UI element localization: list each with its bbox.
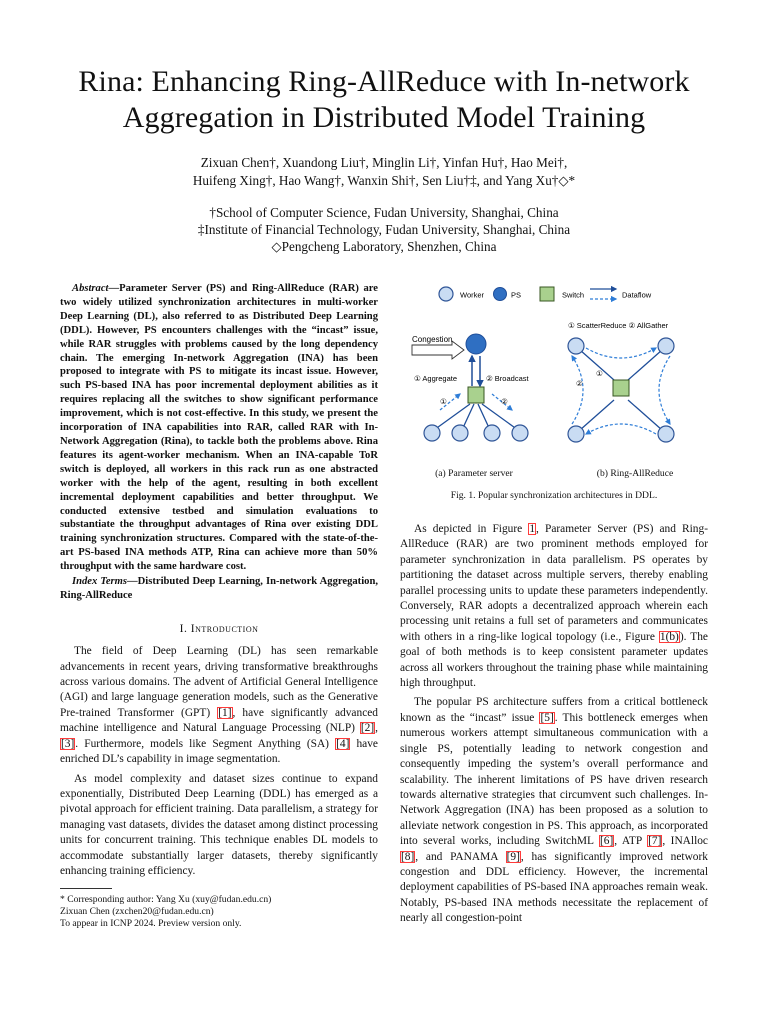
text-run: The popular PS architecture suffers from a critical bottleneck known as the “incast” issue — [400, 696, 708, 724]
section-number: I. — [179, 621, 188, 635]
abstract-text: —Parameter Server (PS) and Ring-AllReduce (RAR) are two widely utilized synchronization architectures in multi-worker Deep Learning (DL), also referred to as Distributed Deep Learning (DDL). However, PS encounters challenges with the “incast” issue, while RAR struggles with problems caused by the long dependency chain. The emerging In-network Aggregation (INA) has been proposed to integrate with PS to mitigate its incast issue. However, such PS-based INA has poor incremental deployment abilities as it requires replacing all the switches to show significant performance improvement, which is not cost-effective. In this study, we present the incorporation of INA capabilities into RAR, called RAR with In-Network Aggregation (Rina), to tackle both the problems above. Rina features its agent-worker mechanism. When an INA-capable ToR switch is deployed, all workers in this rack run as one abstracted worker with the help of the agent, resulting in both excellent incremental deployment capabilities and better throughput. We conducted extensive testbed and simulation evaluations to substantiate the throughput advantages of Rina over existing DDL training synchronization structures. Compared with the state-of-the-art PS-based INA methods ATP, Rina can achieve more than 50% throughput with the same hardware cost. — [60, 283, 378, 573]
text-run: , — [375, 722, 378, 735]
ring-switch-node — [613, 380, 629, 396]
step-2-label-a: ② — [501, 397, 508, 406]
phase-labels: ① ScatterReduce ② AllGather — [568, 321, 669, 330]
intro-paragraph-2: As model complexity and dataset sizes continue to expand exponentially, Distributed Deep Learning (DDL) has emerged as a pivotal approach for efficient training. Data parallelism, a strategy for managing vast datasets, divides the dataset among distinct processing units for concurrent training. This technique enables DL models to accommodate substantially larger datasets, thereby significantly enhancing training efficiency. — [60, 772, 378, 877]
ring-worker-node — [568, 426, 584, 442]
legend-ps-label: PS — [511, 290, 522, 300]
index-terms-paragraph — [60, 575, 378, 603]
ring-flow-right — [659, 356, 670, 424]
citation-link-7[interactable]: [7] — [648, 835, 662, 848]
text-run: , have significantly advanced machine intelligence and Natural Language Processing (NLP) — [60, 706, 378, 735]
legend-worker-icon — [439, 287, 453, 301]
text-run: As depicted in Figure — [414, 523, 529, 535]
worker-node — [484, 425, 500, 441]
affiliation-2: ‡Institute of Financial Technology, Fudan University, Shanghai, China — [197, 222, 571, 237]
text-run: , Parameter Server (PS) and Ring-AllReduce (RAR) are two prominent methods employed for parameter synchronization in data parallelism. PS operates by partitioning the dataset across multiple servers, thereby enabling parallel processing units to update these parameters independently. Conversely, RAR adopts a decentralized approach wherein each processing unit retains a full set of parameters and communicates with others in a ring-like logical topology (i.e., Figure — [400, 523, 708, 643]
author-line-1: Zixuan Chen†, Xuandong Liu†, Minglin Li†, Yinfan Hu†, Hao Mei†, — [200, 155, 568, 170]
paper-title — [0, 64, 768, 136]
citation-link-9[interactable]: [9] — [506, 850, 520, 863]
footnote-line-3: To appear in ICNP 2024. Preview version only. — [60, 918, 242, 929]
citation-link-1[interactable]: [1] — [218, 706, 232, 719]
text-run: , ATP — [614, 835, 648, 848]
footnote-rule — [60, 888, 112, 889]
section-title: Introduction — [190, 621, 259, 635]
figure-legend — [439, 287, 652, 301]
ring-link-bottom-left — [580, 400, 614, 430]
text-run: The field of Deep Learning (DL) has seen remarkable advancements in recent years, driving transformative breakthroughs across various domains. The advent of Artificial General Intelligence (AGI) and large language generation models, such as the Generative Pre-trained Transformer (GPT) — [60, 645, 378, 719]
legend-worker-label: Worker — [460, 290, 485, 300]
figure-1a-parameter-server — [412, 334, 529, 441]
text-run: , INAlloc — [662, 835, 708, 848]
text-run: . This bottleneck emerges when numerous workers attempt simultaneous communication with a single PS, potentially leading to network congestion and consequently impeding the system’s overall performance and scalability. The inherent limitations of PS have driven research towards alternative strategies that circumvent such challenges. In-Network Aggregation (INA) has been proposed as a solution to alleviate network congestion in PS. This approach, as incorporated into several works, including SwitchML — [400, 711, 708, 848]
ring-worker-node — [658, 338, 674, 354]
legend-dataflow-label: Dataflow — [622, 290, 652, 300]
affiliation-list — [0, 204, 768, 255]
text-run: . Furthermore, models like Segment Anything (SA) — [75, 737, 336, 750]
ring-link-bottom-right — [628, 400, 662, 430]
footnote — [60, 894, 378, 930]
step-1-label-a: ① — [440, 397, 447, 406]
paper-title-line-1: Rina: Enhancing Ring-AllReduce with In-network — [78, 65, 690, 98]
citation-link-4[interactable]: [4] — [336, 737, 350, 750]
ring-flow-bottom — [586, 424, 656, 434]
ring-flow-top — [586, 348, 656, 358]
step-2-label-b: ② — [576, 379, 583, 388]
text-run: , has significantly improved network congestion and DDL efficiency. However, the incremental deployment capabilities of PS-based INA approaches remain weak. Notably, PS-based INA methods necessitate the replacement of nearly all congestion-point — [400, 850, 708, 925]
ring-worker-node — [658, 426, 674, 442]
subfigure-a-caption: (a) Parameter server — [435, 468, 513, 479]
section-heading-introduction — [60, 621, 378, 636]
abstract-label: Abstract — [72, 283, 109, 294]
switch-node — [468, 387, 484, 403]
affiliation-3: ◇Pengcheng Laboratory, Shenzhen, China — [271, 239, 497, 254]
right-paragraph-2 — [400, 695, 708, 926]
congestion-label: Congestion — [412, 335, 453, 344]
abstract-paragraph — [60, 282, 378, 574]
step-1-label-b: ① — [596, 369, 603, 378]
ring-flow-left — [572, 356, 583, 424]
ring-link-top-right — [628, 350, 662, 380]
figure-1b-ring-allreduce — [568, 321, 674, 442]
paper-title-line-2: Aggregation in Distributed Model Training — [122, 101, 646, 134]
left-column — [60, 282, 378, 883]
figure-1-caption: Fig. 1. Popular synchronization architectures in DDL. — [450, 490, 658, 501]
legend-switch-icon — [540, 287, 554, 301]
worker-node — [452, 425, 468, 441]
text-run: have enriched DL’s capability in image segmentation. — [60, 737, 378, 766]
citation-link-8[interactable]: [8] — [401, 850, 415, 863]
index-terms-text: —Distributed Deep Learning, In-network Aggregation, Ring-AllReduce — [60, 576, 378, 601]
right-column — [400, 522, 708, 931]
citation-link-2[interactable]: [2] — [360, 722, 375, 735]
intro-paragraph-1 — [60, 644, 378, 767]
citation-link-6[interactable]: [6] — [599, 835, 614, 848]
worker-node — [512, 425, 528, 441]
citation-link-5[interactable]: [5] — [540, 711, 554, 724]
abstract — [60, 282, 378, 603]
aggregate-label: ① Aggregate — [414, 374, 458, 383]
figure-link-1[interactable]: 1 — [529, 523, 536, 535]
right-paragraph-1 — [400, 522, 708, 691]
footnote-line-2: Zixuan Chen (zxchen20@fudan.edu.cn) — [60, 906, 214, 917]
footnote-line-1: * Corresponding author: Yang Xu (xuy@fudan.edu.cn) — [60, 894, 272, 905]
subfigure-b-caption: (b) Ring-AllReduce — [596, 468, 674, 479]
figure-link-1b[interactable]: 1(b) — [659, 630, 679, 643]
text-run: , and PANAMA — [415, 850, 506, 863]
legend-switch-label: Switch — [562, 290, 585, 300]
author-line-2: Huifeng Xing†, Hao Wang†, Wanxin Shi†, Sen Liu†‡, and Yang Xu†◇* — [192, 173, 576, 188]
author-list — [0, 154, 768, 190]
text-run: ). The goal of both methods is to keep consistent parameter updates across all workers throughout the training phase while maintaining high throughput. — [400, 630, 708, 690]
index-terms-label: Index Terms — [72, 576, 128, 588]
broadcast-label: ② Broadcast — [486, 374, 529, 383]
worker-node — [424, 425, 440, 441]
citation-link-3[interactable]: [3] — [61, 737, 75, 750]
legend-ps-icon — [494, 288, 507, 301]
ring-worker-node — [568, 338, 584, 354]
ps-node — [466, 334, 486, 354]
affiliation-1: †School of Computer Science, Fudan University, Shanghai, China — [209, 205, 559, 220]
